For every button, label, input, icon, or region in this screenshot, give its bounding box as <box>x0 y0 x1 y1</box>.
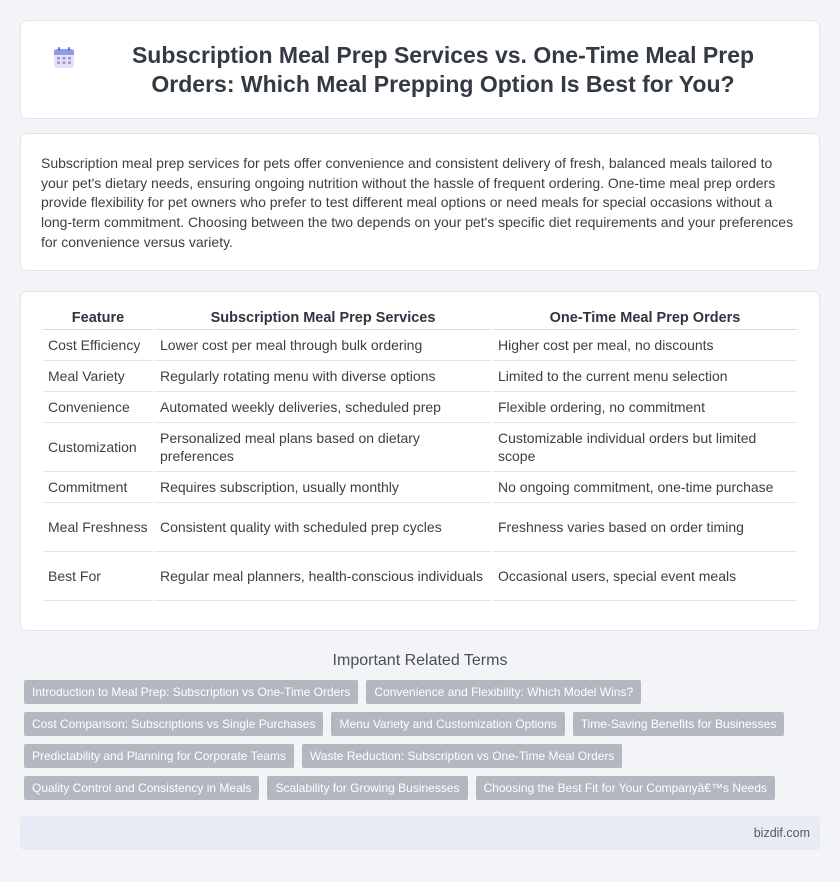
intro-card <box>20 133 820 271</box>
table-header-row <box>43 306 797 330</box>
one-time-cell: Flexible ordering, no commitment <box>493 392 797 423</box>
table-row <box>43 423 797 472</box>
related-term-tag[interactable]: Quality Control and Consistency in Meals <box>24 776 259 800</box>
subscription-cell: Personalized meal plans based on dietary preferences <box>155 423 491 472</box>
related-term-tag[interactable]: Time-Saving Benefits for Businesses <box>573 712 785 736</box>
related-term-tag[interactable]: Convenience and Flexibility: Which Model Wins? <box>366 680 641 704</box>
feature-cell: Commitment <box>43 472 153 503</box>
table-row <box>43 472 797 503</box>
one-time-cell: Customizable individual orders but limited scope <box>493 423 797 472</box>
related-term-tag[interactable]: Introduction to Meal Prep: Subscription vs One-Time Orders <box>24 680 358 704</box>
header-subscription: Subscription Meal Prep Services <box>155 306 491 330</box>
comparison-card <box>20 291 820 631</box>
title-wrap <box>52 41 788 99</box>
one-time-cell: Freshness varies based on order timing <box>493 503 797 552</box>
related-terms-list <box>20 680 820 800</box>
feature-cell: Meal Variety <box>43 361 153 392</box>
footer <box>20 816 820 850</box>
feature-cell: Best For <box>43 552 153 601</box>
table-row <box>43 503 797 552</box>
related-term-tag[interactable]: Predictability and Planning for Corporate Teams <box>24 744 294 768</box>
calendar-icon <box>52 46 76 70</box>
header-one-time: One-Time Meal Prep Orders <box>493 306 797 330</box>
header-feature: Feature <box>43 306 153 330</box>
related-term-tag[interactable]: Menu Variety and Customization Options <box>331 712 564 736</box>
table-row <box>43 361 797 392</box>
feature-cell: Meal Freshness <box>43 503 153 552</box>
subscription-cell: Regular meal planners, health-conscious individuals <box>155 552 491 601</box>
subscription-cell: Automated weekly deliveries, scheduled prep <box>155 392 491 423</box>
subscription-cell: Regularly rotating menu with diverse options <box>155 361 491 392</box>
comparison-table <box>41 306 799 601</box>
table-row <box>43 392 797 423</box>
one-time-cell: Occasional users, special event meals <box>493 552 797 601</box>
one-time-cell: No ongoing commitment, one-time purchase <box>493 472 797 503</box>
feature-cell: Convenience <box>43 392 153 423</box>
related-term-tag[interactable]: Cost Comparison: Subscriptions vs Single Purchases <box>24 712 323 736</box>
one-time-cell: Higher cost per meal, no discounts <box>493 330 797 361</box>
subscription-cell: Consistent quality with scheduled prep cycles <box>155 503 491 552</box>
subscription-cell: Lower cost per meal through bulk ordering <box>155 330 491 361</box>
table-row <box>43 330 797 361</box>
intro-paragraph: Subscription meal prep services for pets offer convenience and consistent delivery of fresh, balanced meals tailored to your pet's dietary needs, ensuring ongoing nutrition without the hassle of frequent ordering. One-time meal prep orders provide flexibility for pet owners who prefer to test different meal options or need meals for special occasions without a long-term commitment. Choosing between the two depends on your pet's specific diet requirements and your preferences for convenience versus variety. <box>41 155 794 250</box>
one-time-cell: Limited to the current menu selection <box>493 361 797 392</box>
subscription-cell: Requires subscription, usually monthly <box>155 472 491 503</box>
feature-cell: Customization <box>43 423 153 472</box>
footer-brand[interactable]: bizdif.com <box>753 826 810 840</box>
page-title: Subscription Meal Prep Services vs. One-Time Meal Prep Orders: Which Meal Prepping Option Is Best for You? <box>131 41 755 97</box>
feature-cell: Cost Efficiency <box>43 330 153 361</box>
related-terms-title: Important Related Terms <box>332 652 508 669</box>
title-card <box>20 20 820 119</box>
related-term-tag[interactable]: Waste Reduction: Subscription vs One-Time Meal Orders <box>302 744 623 768</box>
related-term-tag[interactable]: Choosing the Best Fit for Your Companyâ€™s Needs <box>476 776 776 800</box>
table-row <box>43 552 797 601</box>
related-term-tag[interactable]: Scalability for Growing Businesses <box>267 776 467 800</box>
